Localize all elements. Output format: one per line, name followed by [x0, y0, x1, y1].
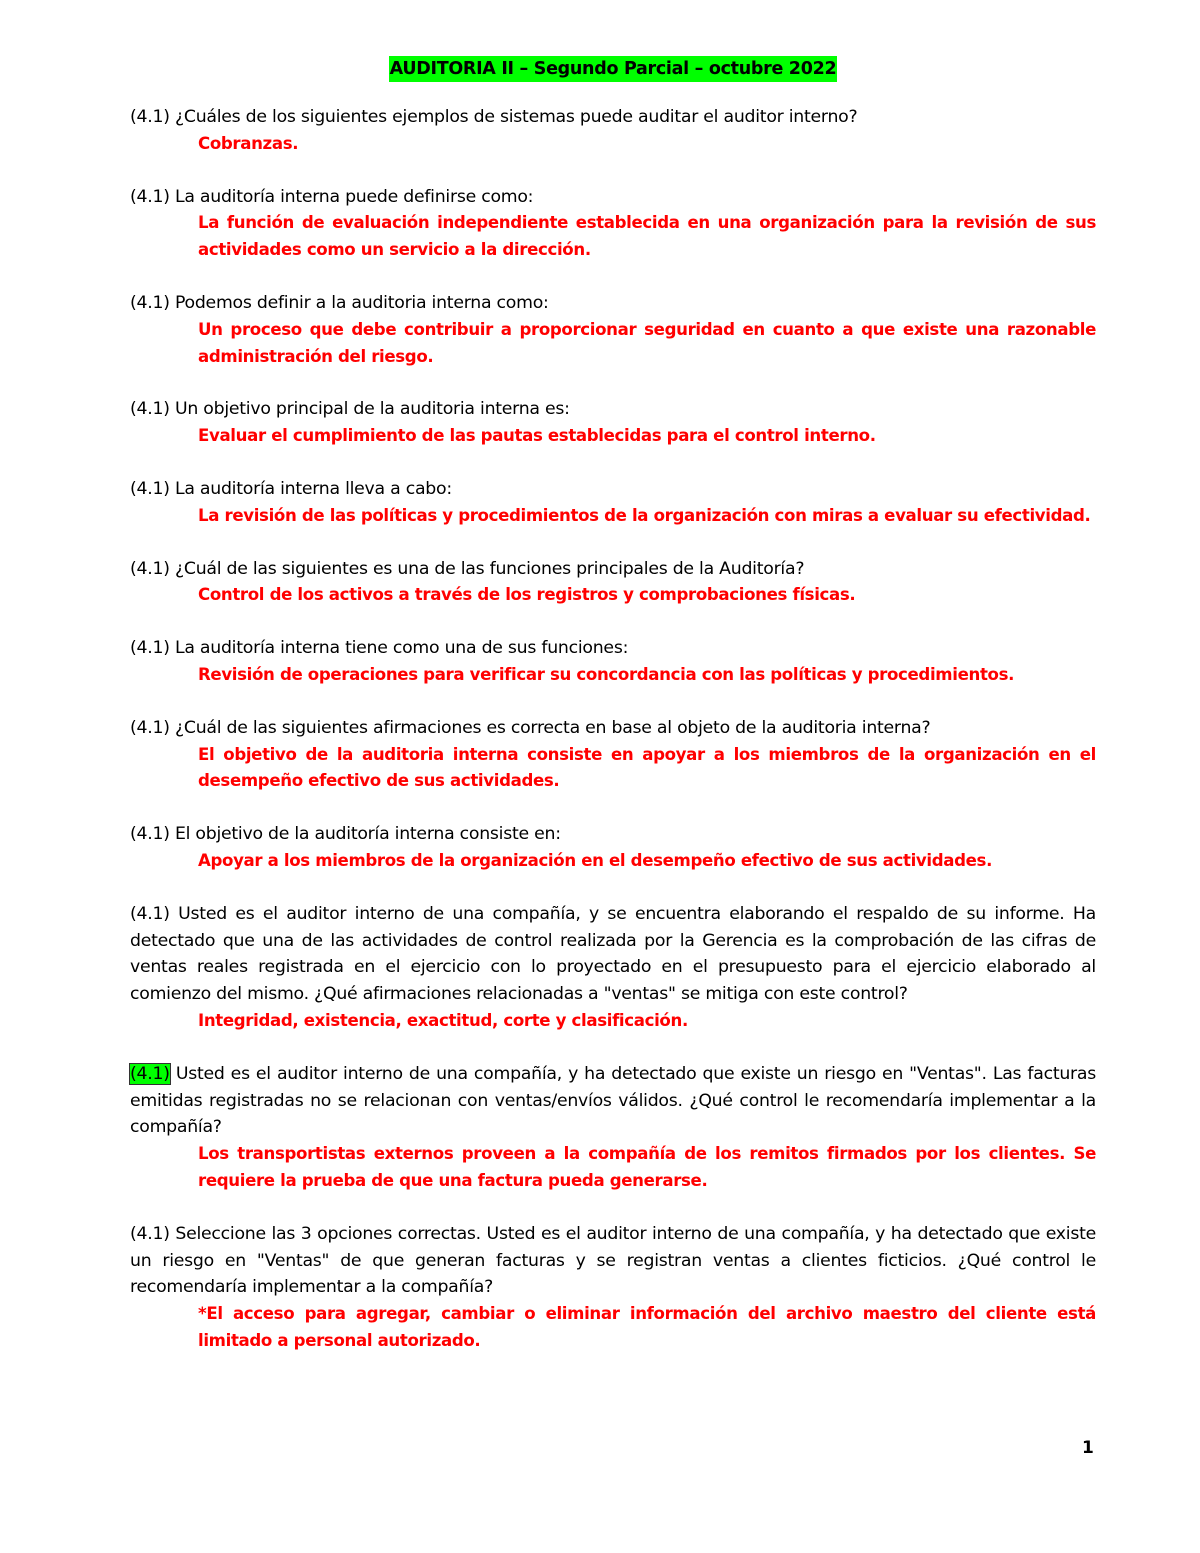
question-text: [130, 1061, 1096, 1141]
question-tag: (4.1): [130, 824, 170, 845]
question-tag: (4.1): [130, 558, 170, 579]
question-item: [130, 635, 1096, 689]
question-tag: (4.1): [130, 186, 170, 207]
question-body: ¿Cuál de las siguientes es una de las funciones principales de la Auditoría?: [169, 558, 805, 579]
question-item: [130, 821, 1096, 875]
question-item: [130, 184, 1096, 264]
question-text: [130, 901, 1096, 1008]
page-number: 1: [1082, 1438, 1094, 1458]
document-page: [130, 56, 1096, 1381]
question-item: [130, 476, 1096, 530]
question-tag: (4.1): [130, 1223, 170, 1244]
question-text: [130, 290, 1096, 317]
answer-text: Apoyar a los miembros de la organización en el desempeño efectivo de sus actividades.: [198, 850, 993, 870]
question-tag: (4.1): [130, 107, 170, 127]
question-text: [130, 821, 1096, 848]
answer-text: Los transportistas externos proveen a la compañía de los remitos firmados por los clientes. Se requiere la prueba de que una factura pueda generarse.: [198, 1144, 1096, 1190]
question-body: Un objetivo principal de la auditoria interna es:: [169, 399, 570, 420]
answer-text: La revisión de las políticas y procedimientos de la organización con miras a evaluar su efectividad.: [198, 505, 1091, 525]
question-body: ¿Cuál de las siguientes afirmaciones es correcta en base al objeto de la auditoria interna?: [169, 717, 931, 738]
question-text: [130, 1221, 1096, 1301]
question-tag: (4.1): [130, 903, 170, 924]
question-text: [130, 476, 1096, 503]
answer-text: Evaluar el cumplimiento de las pautas establecidas para el control interno.: [198, 426, 876, 446]
question-body: Usted es el auditor interno de una compañía, y se encuentra elaborando el respaldo de su informe. Ha detectado que una de las actividades de control realizada por la Gerencia es la comprobación de las cifras de ventas reales registrada en el ejercicio con lo proyectado en el presupuesto para el ejercicio elaborado al comienzo del mismo. ¿Qué afirmaciones relacionadas a "ventas" se mitiga con este control?: [130, 903, 1096, 1005]
question-body: La auditoría interna puede definirse como:: [169, 186, 534, 207]
question-text: [130, 184, 1096, 211]
question-body: La auditoría interna tiene como una de sus funciones:: [169, 638, 629, 659]
question-text: [130, 635, 1096, 662]
question-tag: (4.1): [130, 292, 170, 313]
title-row: [130, 56, 1096, 82]
question-body: ¿Cuáles de los siguientes ejemplos de sistemas puede auditar el auditor interno?: [169, 107, 858, 127]
question-body: Podemos definir a la auditoria interna como:: [169, 292, 549, 313]
answer-text: *El acceso para agregar, cambiar o eliminar información del archivo maestro del cliente está limitado a personal autorizado.: [198, 1304, 1096, 1350]
question-body: El objetivo de la auditoría interna consiste en:: [169, 824, 561, 845]
question-item: [130, 715, 1096, 795]
question-tag: (4.1): [130, 399, 170, 420]
question-text: [130, 556, 1096, 583]
question-text: [130, 715, 1096, 742]
question-body: La auditoría interna lleva a cabo:: [169, 478, 452, 499]
question-tag: (4.1): [130, 478, 170, 499]
answer-text: La función de evaluación independiente establecida en una organización para la revisión de sus actividades como un servicio a la dirección.: [198, 213, 1096, 260]
question-text: [130, 104, 1096, 131]
answer-text: Integridad, existencia, exactitud, corte y clasificación.: [198, 1010, 688, 1030]
question-item: [130, 104, 1096, 158]
document-title: AUDITORIA II – Segundo Parcial – octubre 2022: [389, 56, 838, 82]
answer-text: Un proceso que debe contribuir a proporcionar seguridad en cuanto a que existe una razonable administración del riesgo.: [198, 319, 1096, 366]
highlighted-question-tag: (4.1): [130, 1063, 170, 1084]
answer-text: El objetivo de la auditoria interna consiste en apoyar a los miembros de la organización en el desempeño efectivo de sus actividades.: [198, 744, 1096, 791]
question-item: [130, 1061, 1096, 1195]
question-item: [130, 901, 1096, 1035]
question-body: Usted es el auditor interno de una compañía, y ha detectado que existe un riesgo en "Ventas". Las facturas emitidas registradas no se relacionan con ventas/envíos válidos. ¿Qué control le recomendaría implementar a la compañía?: [130, 1063, 1096, 1138]
answer-text: Revisión de operaciones para verificar su concordancia con las políticas y procedimientos.: [198, 664, 1015, 684]
question-body: Seleccione las 3 opciones correctas. Usted es el auditor interno de una compañía, y ha detectado que existe un riesgo en "Ventas" de que generan facturas y se registran ventas a clientes ficticios. ¿Qué control le recomendaría implementar a la compañía?: [130, 1223, 1096, 1298]
question-item: [130, 396, 1096, 450]
question-tag: (4.1): [130, 638, 170, 659]
question-text: [130, 396, 1096, 423]
question-item: [130, 290, 1096, 370]
answer-text: Cobranzas.: [198, 133, 299, 153]
question-item: [130, 556, 1096, 610]
answer-text: Control de los activos a través de los registros y comprobaciones físicas.: [198, 585, 856, 605]
question-tag: (4.1): [130, 717, 170, 738]
question-item: [130, 1221, 1096, 1355]
